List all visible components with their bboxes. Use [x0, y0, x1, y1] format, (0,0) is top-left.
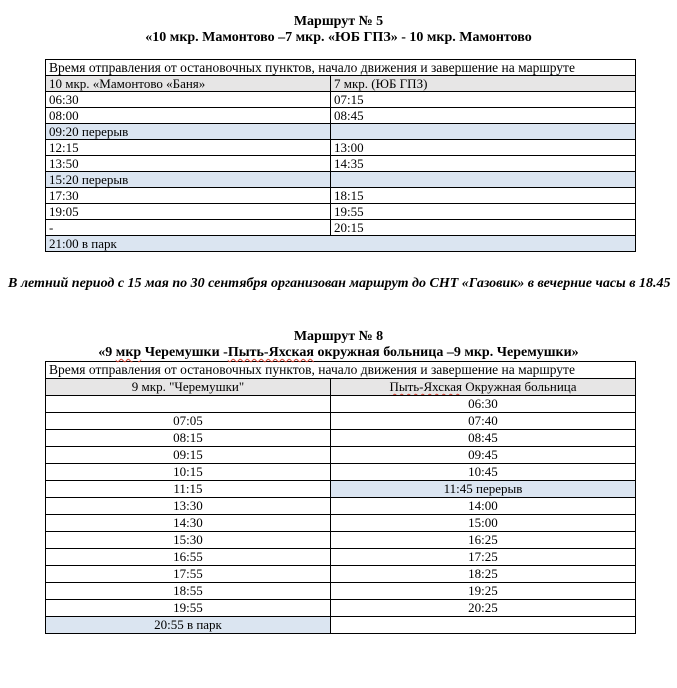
time-cell: 11:15	[46, 481, 331, 498]
break-cell: 15:20 перерыв	[46, 172, 331, 188]
route5-title: Маршрут № 5	[293, 14, 384, 29]
time-cell: 14:35	[330, 156, 635, 172]
time-cell: 09:15	[46, 447, 331, 464]
time-cell: 19:25	[330, 583, 635, 600]
depot-row	[46, 617, 636, 634]
table-row	[46, 600, 636, 617]
time-cell: 08:00	[46, 108, 331, 124]
time-cell: 12:15	[46, 140, 331, 156]
time-cell: 15:00	[330, 515, 635, 532]
time-cell: 18:15	[330, 188, 635, 204]
table-row	[46, 188, 636, 204]
time-cell: 07:05	[46, 413, 331, 430]
time-cell: 10:45	[330, 464, 635, 481]
route8-title: Маршрут № 8	[293, 329, 384, 344]
time-cell: 18:55	[46, 583, 331, 600]
table-row	[46, 481, 636, 498]
table-row	[46, 413, 636, 430]
column-header-left: 9 мкр. "Черемушки"	[46, 379, 331, 396]
table-row	[46, 566, 636, 583]
route5-schedule-table	[45, 59, 636, 252]
time-cell: 17:25	[330, 549, 635, 566]
column-header-row	[46, 379, 636, 396]
time-cell: 07:15	[330, 92, 635, 108]
time-cell: 08:45	[330, 430, 635, 447]
subtitle-text-misspelled: мкр	[115, 345, 142, 360]
table-row	[46, 108, 636, 124]
depot-cell: 20:55 в парк	[46, 617, 331, 634]
table-row	[46, 532, 636, 549]
time-cell: 06:30	[46, 92, 331, 108]
time-cell: 13:50	[46, 156, 331, 172]
column-header-text-misspelled: Пыть-Яхская	[389, 379, 462, 394]
time-cell: 19:05	[46, 204, 331, 220]
table-caption: Время отправления от остановочных пунктов, начало движения и завершение на маршруте	[46, 362, 636, 379]
table-row	[46, 583, 636, 600]
table-row	[46, 140, 636, 156]
column-header-right: 7 мкр. (ЮБ ГПЗ)	[330, 76, 635, 92]
column-header-row	[46, 76, 636, 92]
time-cell: 13:30	[46, 498, 331, 515]
table-caption-row	[46, 60, 636, 76]
subtitle-text-misspelled: Пыть-Яхская	[227, 345, 314, 360]
time-cell: 08:45	[330, 108, 635, 124]
subtitle-text: окружная больница –9 мкр. Черемушки»	[313, 345, 579, 360]
table-row	[46, 498, 636, 515]
table-row	[46, 464, 636, 481]
time-cell	[330, 617, 635, 634]
break-row	[46, 124, 636, 140]
time-cell: 19:55	[46, 600, 331, 617]
time-cell: 18:25	[330, 566, 635, 583]
break-cell: 11:45 перерыв	[330, 481, 635, 498]
subtitle-text: Черемушки -	[141, 345, 228, 360]
time-cell: 20:25	[330, 600, 635, 617]
time-cell: 06:30	[330, 396, 635, 413]
break-cell	[330, 124, 635, 140]
time-cell: 07:40	[330, 413, 635, 430]
table-caption: Время отправления от остановочных пунктов, начало движения и завершение на маршруте	[46, 60, 636, 76]
depot-row	[46, 236, 636, 252]
subtitle-text: «9	[98, 345, 116, 360]
break-row	[46, 172, 636, 188]
time-cell: 19:55	[330, 204, 635, 220]
table-row	[46, 549, 636, 566]
time-cell: 17:55	[46, 566, 331, 583]
table-row	[46, 220, 636, 236]
break-cell	[330, 172, 635, 188]
table-row	[46, 396, 636, 413]
column-header-text: Окружная больница	[461, 379, 577, 394]
time-cell: 14:30	[46, 515, 331, 532]
time-cell: 17:30	[46, 188, 331, 204]
time-cell: -	[46, 220, 331, 236]
break-cell: 09:20 перерыв	[46, 124, 331, 140]
column-header-left: 10 мкр. «Мамонтово «Баня»	[46, 76, 331, 92]
route8-schedule-table	[45, 361, 636, 634]
table-row	[46, 430, 636, 447]
time-cell: 16:55	[46, 549, 331, 566]
route8-section	[0, 329, 677, 634]
table-row	[46, 204, 636, 220]
time-cell: 10:15	[46, 464, 331, 481]
table-row	[46, 447, 636, 464]
depot-cell: 21:00 в парк	[46, 236, 636, 252]
route5-subtitle: «10 мкр. Мамонтово –7 мкр. «ЮБ ГПЗ» - 10 мкр. Мамонтово	[145, 30, 532, 45]
time-cell: 08:15	[46, 430, 331, 447]
time-cell: 15:30	[46, 532, 331, 549]
summer-route-note: В летний период с 15 мая по 30 сентября организован маршрут до СНТ «Газовик» в вечерние часы в 18.45	[8, 276, 671, 291]
column-header-right	[330, 379, 635, 396]
table-row	[46, 92, 636, 108]
time-cell: 16:25	[330, 532, 635, 549]
route8-subtitle	[0, 345, 677, 361]
time-cell: 09:45	[330, 447, 635, 464]
table-row	[46, 156, 636, 172]
table-caption-row	[46, 362, 636, 379]
time-cell	[46, 396, 331, 413]
time-cell: 20:15	[330, 220, 635, 236]
time-cell: 13:00	[330, 140, 635, 156]
table-row	[46, 515, 636, 532]
time-cell: 14:00	[330, 498, 635, 515]
